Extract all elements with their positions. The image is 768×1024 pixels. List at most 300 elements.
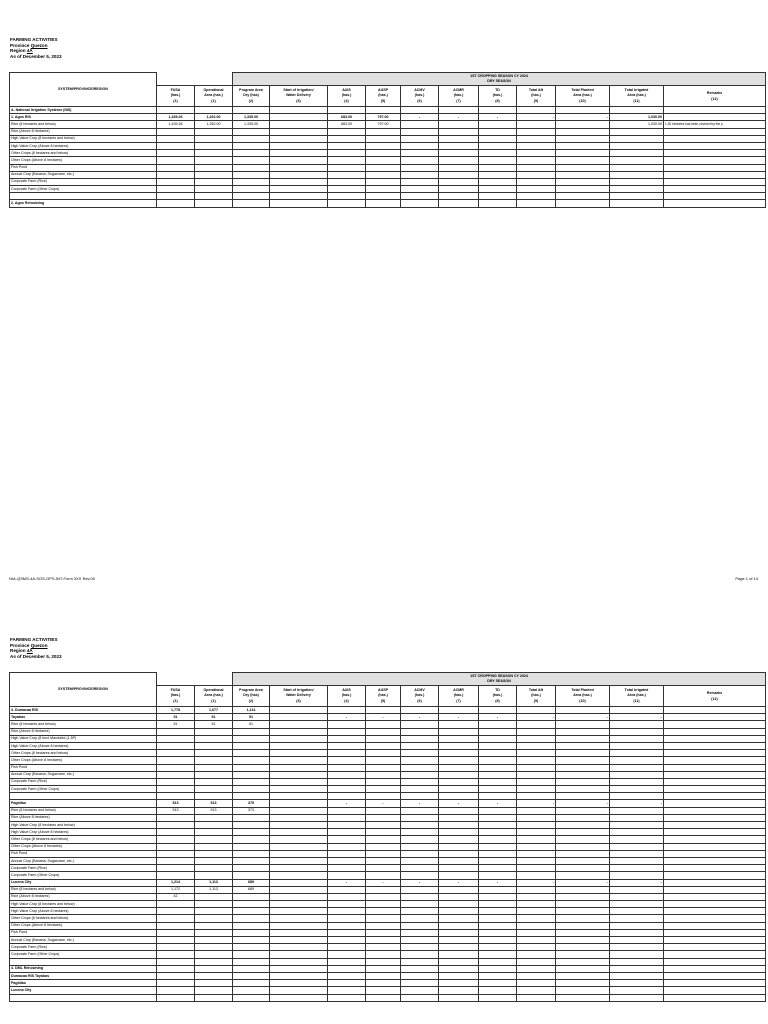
column-header-line: (2) bbox=[248, 99, 254, 103]
value-cell bbox=[270, 793, 328, 800]
table-row bbox=[10, 764, 766, 771]
value-cell bbox=[270, 972, 328, 979]
column-header-line: Start of Irrigation/ bbox=[283, 688, 314, 692]
value-cell: 1,030.00 bbox=[610, 114, 664, 121]
value-cell bbox=[328, 937, 366, 944]
value-cell bbox=[233, 829, 270, 836]
value-cell bbox=[195, 164, 233, 171]
value-cell: 683.00 bbox=[328, 114, 366, 121]
value-cell bbox=[401, 929, 439, 936]
value-cell bbox=[366, 886, 401, 893]
table-row bbox=[10, 958, 766, 965]
value-cell bbox=[479, 994, 517, 1001]
value-cell bbox=[401, 951, 439, 958]
value-cell bbox=[479, 843, 517, 850]
value-cell bbox=[517, 107, 556, 114]
value-cell bbox=[610, 793, 664, 800]
value-cell bbox=[610, 178, 664, 185]
table-row bbox=[10, 742, 766, 749]
table-row bbox=[10, 836, 766, 843]
value-cell bbox=[517, 721, 556, 728]
value-cell bbox=[157, 980, 195, 987]
value-cell bbox=[366, 171, 401, 178]
value-cell bbox=[401, 972, 439, 979]
remarks-cell: 1,30 hectares has been covered by the p bbox=[664, 121, 766, 128]
table-row bbox=[10, 171, 766, 178]
column-header-line: (7) bbox=[456, 699, 461, 703]
value-cell bbox=[366, 142, 401, 149]
value-cell bbox=[270, 836, 328, 843]
value-cell bbox=[233, 742, 270, 749]
value-cell bbox=[401, 908, 439, 915]
value-cell bbox=[195, 735, 233, 742]
value-cell bbox=[479, 764, 517, 771]
value-cell: 51 bbox=[195, 714, 233, 721]
column-header-line: (has.) bbox=[492, 93, 503, 97]
value-cell bbox=[366, 822, 401, 829]
value-cell bbox=[556, 735, 610, 742]
table-row bbox=[10, 980, 766, 987]
remarks-cell bbox=[664, 171, 766, 178]
value-cell bbox=[328, 778, 366, 785]
value-cell bbox=[270, 951, 328, 958]
row-label: A. National Irrigation Systems (NIS) bbox=[10, 107, 157, 114]
value-cell bbox=[439, 707, 479, 714]
column-header-line: (7) bbox=[456, 99, 461, 103]
value-cell bbox=[556, 121, 610, 128]
row-label: Other Crops (8 hectares and below) bbox=[10, 750, 157, 757]
value-cell: - bbox=[556, 800, 610, 807]
value-cell bbox=[517, 944, 556, 951]
value-cell bbox=[479, 822, 517, 829]
value-cell bbox=[479, 915, 517, 922]
value-cell bbox=[610, 186, 664, 193]
column-header-line: Area (has.) bbox=[204, 693, 223, 697]
value-cell bbox=[270, 128, 328, 135]
value-cell bbox=[479, 872, 517, 879]
value-cell bbox=[610, 865, 664, 872]
value-cell: 1,262.00 bbox=[195, 121, 233, 128]
province-line: Province Quezon bbox=[10, 42, 48, 48]
value-cell bbox=[401, 128, 439, 135]
row-label: Corporate Farm (Rice) bbox=[10, 178, 157, 185]
value-cell bbox=[479, 142, 517, 149]
value-cell bbox=[479, 171, 517, 178]
value-cell bbox=[517, 750, 556, 757]
value-cell bbox=[328, 786, 366, 793]
value-cell bbox=[517, 786, 556, 793]
value-cell bbox=[610, 850, 664, 857]
value-cell: 51 bbox=[157, 714, 195, 721]
row-label: Corporate Farm (Other Crops) bbox=[10, 872, 157, 879]
value-cell: 375 bbox=[233, 800, 270, 807]
value-cell bbox=[556, 135, 610, 142]
value-cell bbox=[610, 937, 664, 944]
as-of-date: As of December 5, 2023 bbox=[10, 53, 62, 59]
value-cell bbox=[270, 757, 328, 764]
value-cell bbox=[366, 807, 401, 814]
value-cell bbox=[610, 814, 664, 821]
column-header-line: (4) bbox=[344, 99, 349, 103]
value-cell bbox=[233, 186, 270, 193]
remarks-cell bbox=[664, 836, 766, 843]
value-cell bbox=[610, 872, 664, 879]
value-cell bbox=[401, 829, 439, 836]
row-label: Lucena City bbox=[10, 879, 157, 886]
table-row bbox=[10, 886, 766, 893]
value-cell bbox=[556, 901, 610, 908]
value-cell bbox=[517, 171, 556, 178]
column-header-line: Dry (has) bbox=[243, 93, 259, 97]
value-cell: 1,214 bbox=[157, 879, 195, 886]
column-header-line: Area (has.) bbox=[627, 693, 646, 697]
value-cell bbox=[517, 142, 556, 149]
value-cell bbox=[439, 778, 479, 785]
value-cell bbox=[233, 850, 270, 857]
value-cell bbox=[439, 721, 479, 728]
value-cell bbox=[270, 843, 328, 850]
value-cell: 1,677 bbox=[195, 707, 233, 714]
value-cell bbox=[517, 157, 556, 164]
value-cell bbox=[556, 951, 610, 958]
column-header bbox=[401, 86, 439, 107]
row-label bbox=[10, 793, 157, 800]
header-spacer bbox=[157, 73, 233, 86]
value-cell bbox=[195, 157, 233, 164]
row-label: High Value Crop (Above 8 hectares) bbox=[10, 829, 157, 836]
value-cell bbox=[233, 164, 270, 171]
table-row bbox=[10, 707, 766, 714]
row-label: High Value Crop (Above 8 hectares) bbox=[10, 142, 157, 149]
remarks-cell bbox=[664, 994, 766, 1001]
remarks-cell bbox=[664, 829, 766, 836]
value-cell bbox=[556, 186, 610, 193]
value-cell bbox=[479, 742, 517, 749]
value-cell bbox=[439, 908, 479, 915]
value-cell bbox=[157, 908, 195, 915]
value-cell bbox=[195, 171, 233, 178]
value-cell bbox=[157, 742, 195, 749]
row-label: Pagbilao bbox=[10, 800, 157, 807]
value-cell bbox=[157, 793, 195, 800]
value-cell bbox=[556, 771, 610, 778]
value-cell bbox=[366, 965, 401, 972]
value-cell bbox=[556, 157, 610, 164]
value-cell: 51 bbox=[233, 721, 270, 728]
column-header bbox=[195, 686, 233, 707]
value-cell bbox=[157, 951, 195, 958]
value-cell bbox=[556, 786, 610, 793]
table-row bbox=[10, 771, 766, 778]
value-cell bbox=[439, 922, 479, 929]
value-cell bbox=[328, 142, 366, 149]
value-cell bbox=[195, 814, 233, 821]
value-cell bbox=[556, 850, 610, 857]
value-cell bbox=[195, 771, 233, 778]
column-header-line: Program Area bbox=[239, 688, 263, 692]
value-cell: - bbox=[328, 714, 366, 721]
value-cell bbox=[401, 886, 439, 893]
value-cell bbox=[366, 850, 401, 857]
remarks-cell bbox=[664, 707, 766, 714]
value-cell bbox=[270, 850, 328, 857]
value-cell: 1,113 bbox=[195, 879, 233, 886]
column-header bbox=[157, 86, 195, 107]
value-cell bbox=[270, 735, 328, 742]
value-cell bbox=[556, 836, 610, 843]
table-row bbox=[10, 128, 766, 135]
value-cell bbox=[517, 901, 556, 908]
row-label: Corporate Farm (Other Crops) bbox=[10, 786, 157, 793]
value-cell bbox=[517, 843, 556, 850]
value-cell bbox=[195, 915, 233, 922]
value-cell bbox=[328, 807, 366, 814]
value-cell bbox=[439, 178, 479, 185]
value-cell bbox=[270, 872, 328, 879]
value-cell bbox=[195, 843, 233, 850]
table-row bbox=[10, 186, 766, 193]
column-header-line: (6) bbox=[417, 99, 422, 103]
value-cell bbox=[233, 958, 270, 965]
value-cell bbox=[270, 764, 328, 771]
value-cell: - bbox=[439, 114, 479, 121]
remarks-cell bbox=[664, 951, 766, 958]
value-cell bbox=[517, 865, 556, 872]
row-label: Corporate Farm (Rice) bbox=[10, 778, 157, 785]
column-header-line: (5) bbox=[380, 99, 386, 103]
value-cell bbox=[401, 980, 439, 987]
value-cell bbox=[517, 958, 556, 965]
value-cell bbox=[517, 814, 556, 821]
value-cell bbox=[517, 886, 556, 893]
value-cell bbox=[401, 178, 439, 185]
value-cell: 513 bbox=[195, 807, 233, 814]
value-cell: - bbox=[401, 800, 439, 807]
table-row bbox=[10, 150, 766, 157]
column-header bbox=[610, 686, 664, 707]
value-cell: - bbox=[556, 879, 610, 886]
value-cell bbox=[479, 200, 517, 207]
value-cell bbox=[157, 965, 195, 972]
value-cell bbox=[610, 987, 664, 994]
value-cell bbox=[556, 707, 610, 714]
remarks-cell bbox=[664, 958, 766, 965]
value-cell bbox=[517, 178, 556, 185]
value-cell bbox=[439, 128, 479, 135]
column-header-line: (2) bbox=[248, 699, 254, 703]
value-cell bbox=[195, 786, 233, 793]
value-cell bbox=[401, 814, 439, 821]
remarks-cell bbox=[664, 735, 766, 742]
remarks-cell bbox=[664, 814, 766, 821]
value-cell bbox=[157, 822, 195, 829]
column-header-line: ACMR bbox=[453, 688, 464, 692]
value-cell bbox=[157, 150, 195, 157]
value-cell bbox=[439, 929, 479, 936]
value-cell bbox=[157, 929, 195, 936]
value-cell bbox=[610, 965, 664, 972]
row-label: Annual Crop (Banana, Sugarcane, etc.) bbox=[10, 857, 157, 864]
value-cell bbox=[401, 778, 439, 785]
row-label: High Value Crop (8 hectares and below) bbox=[10, 822, 157, 829]
value-cell bbox=[270, 994, 328, 1001]
column-header bbox=[401, 686, 439, 707]
value-cell: 1,335.00 bbox=[233, 114, 270, 121]
value-cell: 51 bbox=[157, 721, 195, 728]
value-cell bbox=[439, 951, 479, 958]
remarks-cell bbox=[664, 922, 766, 929]
value-cell bbox=[328, 742, 366, 749]
value-cell bbox=[270, 778, 328, 785]
table-row bbox=[10, 735, 766, 742]
value-cell bbox=[479, 793, 517, 800]
value-cell bbox=[479, 886, 517, 893]
column-header-line: (1) bbox=[173, 99, 178, 103]
value-cell bbox=[195, 135, 233, 142]
value-cell bbox=[556, 937, 610, 944]
value-cell bbox=[556, 142, 610, 149]
column-header bbox=[479, 86, 517, 107]
remarks-cell bbox=[664, 135, 766, 142]
value-cell bbox=[556, 721, 610, 728]
value-cell bbox=[195, 128, 233, 135]
province-line: Province Quezon bbox=[10, 642, 48, 648]
table-row bbox=[10, 800, 766, 807]
row-label bbox=[10, 958, 157, 965]
row-label: Fish Pond bbox=[10, 929, 157, 936]
value-cell bbox=[270, 980, 328, 987]
column-header-line: AUIS bbox=[342, 88, 351, 92]
row-label: 4. DML Rehowning bbox=[10, 965, 157, 972]
value-cell bbox=[517, 850, 556, 857]
value-cell bbox=[233, 793, 270, 800]
table-row bbox=[10, 987, 766, 994]
value-cell bbox=[195, 150, 233, 157]
value-cell: - bbox=[517, 879, 556, 886]
table-row bbox=[10, 814, 766, 821]
cropping-season-header bbox=[233, 73, 766, 86]
column-header bbox=[195, 86, 233, 107]
value-cell bbox=[439, 771, 479, 778]
value-cell bbox=[517, 980, 556, 987]
season-subtitle: DRY SEASON bbox=[487, 679, 511, 683]
value-cell bbox=[270, 886, 328, 893]
value-cell bbox=[366, 829, 401, 836]
value-cell bbox=[556, 987, 610, 994]
value-cell bbox=[610, 164, 664, 171]
value-cell bbox=[366, 707, 401, 714]
value-cell bbox=[401, 107, 439, 114]
column-header-line: (has.) bbox=[414, 93, 425, 97]
value-cell bbox=[479, 901, 517, 908]
value-cell bbox=[157, 193, 195, 200]
value-cell bbox=[517, 728, 556, 735]
value-cell: 1,262.00 bbox=[195, 114, 233, 121]
value-cell bbox=[479, 157, 517, 164]
value-cell bbox=[328, 965, 366, 972]
value-cell bbox=[610, 778, 664, 785]
value-cell bbox=[366, 893, 401, 900]
value-cell bbox=[195, 944, 233, 951]
remarks-cell bbox=[664, 750, 766, 757]
column-header-line: (has.) bbox=[170, 93, 181, 97]
column-header-line: (has.) bbox=[341, 93, 352, 97]
value-cell bbox=[233, 972, 270, 979]
value-cell bbox=[401, 872, 439, 879]
value-cell bbox=[328, 771, 366, 778]
value-cell bbox=[328, 157, 366, 164]
value-cell bbox=[233, 901, 270, 908]
value-cell bbox=[401, 994, 439, 1001]
value-cell bbox=[233, 107, 270, 114]
row-label: 1. Agos RIS bbox=[10, 114, 157, 121]
page-number: Page 1 of 14 bbox=[735, 576, 758, 581]
value-cell bbox=[610, 107, 664, 114]
value-cell bbox=[195, 829, 233, 836]
table-row bbox=[10, 872, 766, 879]
column-header bbox=[556, 686, 610, 707]
value-cell bbox=[479, 836, 517, 843]
table-row bbox=[10, 178, 766, 185]
value-cell bbox=[195, 980, 233, 987]
remarks-cell bbox=[664, 128, 766, 135]
column-header-line: Total Irrigated bbox=[624, 88, 649, 92]
table-row bbox=[10, 937, 766, 944]
value-cell bbox=[195, 142, 233, 149]
column-header-line: ACMV bbox=[414, 88, 425, 92]
value-cell bbox=[401, 987, 439, 994]
value-cell bbox=[233, 915, 270, 922]
value-cell: - bbox=[517, 114, 556, 121]
value-cell bbox=[439, 994, 479, 1001]
value-cell bbox=[610, 958, 664, 965]
value-cell bbox=[270, 944, 328, 951]
value-cell bbox=[479, 778, 517, 785]
value-cell bbox=[328, 829, 366, 836]
column-header-line: (10) bbox=[579, 699, 586, 703]
value-cell bbox=[517, 857, 556, 864]
form-code: NIA-QSMS-4A-SOS-OPS-INT-Form 3XX Rev.00 bbox=[9, 576, 95, 581]
value-cell bbox=[233, 843, 270, 850]
column-header: SYSTEM/PROVINCE/REGION bbox=[10, 73, 157, 107]
value-cell bbox=[195, 994, 233, 1001]
value-cell bbox=[328, 886, 366, 893]
value-cell: - bbox=[439, 879, 479, 886]
value-cell bbox=[157, 922, 195, 929]
value-cell bbox=[517, 193, 556, 200]
column-header-line: (12) bbox=[711, 696, 718, 701]
column-header-line: Area (has.) bbox=[573, 93, 592, 97]
remarks-cell bbox=[664, 850, 766, 857]
value-cell bbox=[366, 771, 401, 778]
value-cell bbox=[195, 742, 233, 749]
value-cell bbox=[610, 836, 664, 843]
value-cell bbox=[366, 757, 401, 764]
value-cell bbox=[233, 937, 270, 944]
region-line: Region 4A bbox=[10, 48, 33, 54]
remarks-cell bbox=[664, 865, 766, 872]
value-cell bbox=[157, 171, 195, 178]
table-row bbox=[10, 786, 766, 793]
value-cell bbox=[366, 778, 401, 785]
value-cell bbox=[439, 843, 479, 850]
value-cell bbox=[195, 850, 233, 857]
row-label: Tayabas bbox=[10, 714, 157, 721]
column-header bbox=[270, 86, 328, 107]
value-cell bbox=[328, 901, 366, 908]
value-cell bbox=[439, 872, 479, 879]
cropping-season-header bbox=[233, 673, 766, 686]
